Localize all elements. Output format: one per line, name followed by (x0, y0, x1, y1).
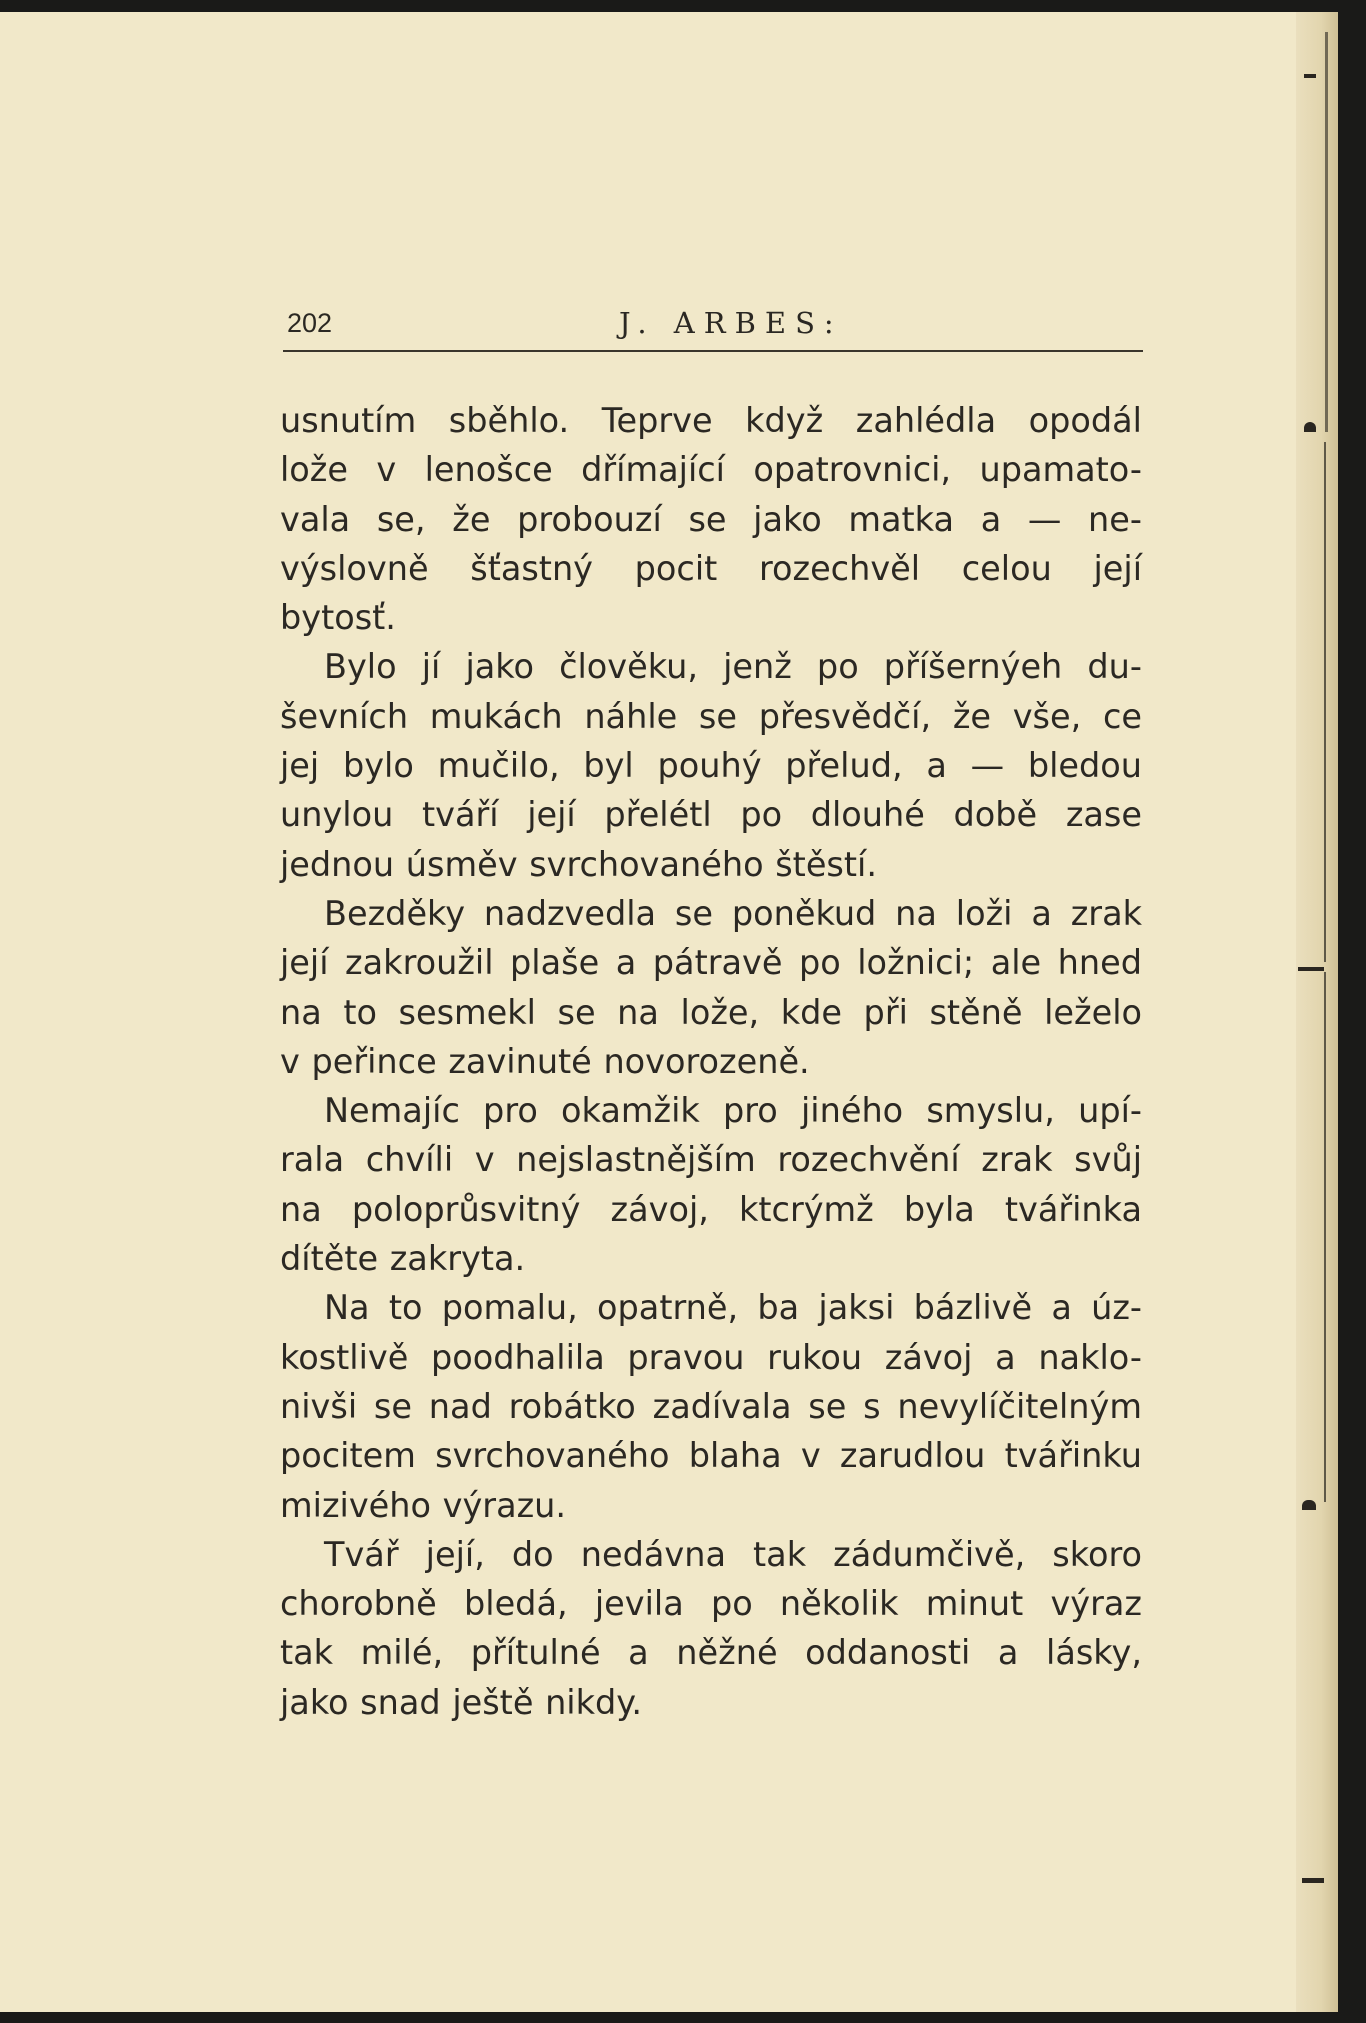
text-line (280, 889, 1142, 938)
text-line: kostlivě poodhalila pravou rukou závoj a naklo- (280, 1337, 1142, 1377)
paragraph (280, 1086, 1142, 1283)
text-line: usnutím sběhlo. Teprve když zahlédla opodál (280, 401, 1142, 440)
text-line: dítěte zakryta. (280, 1239, 526, 1279)
text-line: tak milé, přítulné a něžné oddanosti a lásky, (280, 1633, 1142, 1673)
text-line (280, 1530, 1142, 1579)
text-line: pocitem svrchovaného blaha v zarudlou tvářinku (280, 1436, 1142, 1476)
text-line: v peřince zavinuté novorozeně. (280, 1041, 810, 1081)
text-line: vala se, že probouzí se jako matka a — ne- (280, 499, 1142, 539)
text-line: nivši se nad robátko zadívala se s nevylíčitelným (280, 1386, 1142, 1426)
body-text (280, 396, 1142, 1727)
edge-mark (1302, 1878, 1324, 1883)
paragraph (280, 1530, 1142, 1727)
page-number: 202 (287, 308, 333, 338)
paragraph (280, 889, 1142, 1086)
text-line (280, 642, 1142, 691)
edge-mark (1304, 422, 1316, 432)
edge-mark (1324, 442, 1326, 962)
edge-mark (1302, 1500, 1316, 1510)
running-title: J. ARBES: (619, 306, 843, 340)
text-line: jednou úsměv svrchovaného štěstí. (280, 844, 877, 884)
text-line: na poloprůsvitný závoj, ktcrýmž byla tvářinka (280, 1189, 1142, 1229)
text-line: unylou tváří její přelétl po dlouhé době zase (280, 795, 1142, 835)
text-line: jako snad ještě nikdy. (280, 1682, 642, 1722)
text-line (280, 1283, 1142, 1332)
text-line-content: Bezděky nadzvedla se poněkud na loži a zrak (324, 893, 1142, 933)
running-head (283, 304, 1143, 352)
edge-mark (1325, 32, 1328, 432)
text-line-content: Tvář její, do nedávna tak zádumčivě, skoro (324, 1534, 1142, 1574)
text-line: bytosť. (280, 598, 396, 638)
edge-mark (1324, 972, 1326, 1502)
text-line: lože v lenošce dřímající opatrovnici, upamato- (280, 450, 1142, 490)
text-line: ševních mukách náhle se přesvědčí, že vše, ce (280, 696, 1142, 736)
text-line: chorobně bledá, jevila po několik minut výraz (280, 1584, 1142, 1624)
text-line: na to sesmekl se na lože, kde při stěně leželo (280, 992, 1142, 1032)
text-line (280, 1086, 1142, 1135)
text-line: jej bylo mučilo, byl pouhý přelud, a — bledou (280, 746, 1142, 786)
text-line: výslovně šťastný pocit rozechvěl celou její (280, 548, 1142, 588)
paragraph (280, 396, 1142, 642)
paragraph (280, 642, 1142, 888)
edge-mark (1298, 967, 1324, 971)
text-line-content: Na to pomalu, opatrně, ba jaksi bázlivě a úz- (324, 1288, 1142, 1328)
text-line: rala chvíli v nejslastnějším rozechvění zrak svůj (280, 1140, 1142, 1180)
text-line-content: Nemajíc pro okamžik pro jiného smyslu, upí- (324, 1091, 1142, 1131)
text-line: mizivého výrazu. (280, 1485, 567, 1525)
edge-mark (1304, 74, 1316, 78)
paragraph (280, 1283, 1142, 1529)
text-line: její zakroužil plaše a pátravě po ložnici; ale hned (280, 943, 1142, 983)
page-gutter (1296, 12, 1338, 2012)
book-page (0, 12, 1338, 2012)
text-line-content: Bylo jí jako člověku, jenž po příšernýeh du- (324, 647, 1142, 687)
